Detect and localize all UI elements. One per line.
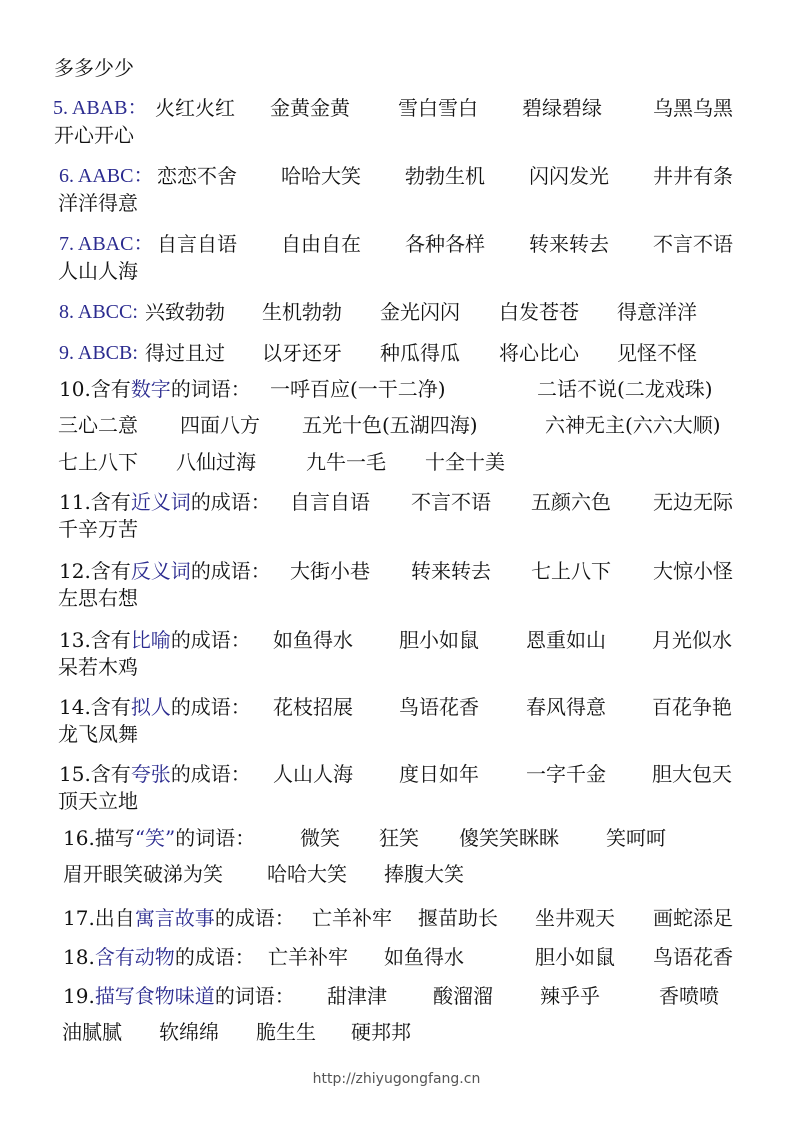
term: 春风得意	[526, 695, 606, 719]
term: 哈哈大笑	[281, 164, 361, 188]
term: 得过且过	[145, 341, 225, 365]
term: 鸟语花香	[653, 945, 733, 969]
term: 井井有条	[653, 164, 733, 188]
term: 呆若木鸡	[58, 655, 138, 679]
term: 硬邦邦	[351, 1020, 411, 1044]
highlight-term: 反义词	[130, 559, 191, 583]
section-label: 5. ABAB：	[53, 97, 148, 119]
term: 一呼百应(一干二净)	[270, 377, 446, 401]
term: 脆生生	[256, 1020, 316, 1044]
term: 生机勃勃	[262, 300, 342, 324]
term: 一字千金	[526, 762, 606, 786]
term: 月光似水	[652, 628, 732, 652]
term: 恩重如山	[526, 628, 606, 652]
term: 大惊小怪	[653, 559, 733, 583]
term: 千辛万苦	[58, 517, 138, 541]
term: 自由自在	[281, 232, 361, 256]
term: 十全十美	[425, 450, 505, 474]
highlight-term: 数字	[130, 377, 171, 401]
term: 转来转去	[529, 232, 609, 256]
term: 雪白雪白	[398, 96, 478, 120]
term: 坐井观天	[535, 906, 615, 930]
term: 油腻腻	[62, 1020, 122, 1044]
term: 笑呵呵	[606, 826, 666, 850]
term: 九牛一毛	[306, 450, 386, 474]
highlight-term: 近义词	[130, 490, 191, 514]
term: 人山人海	[273, 762, 353, 786]
term: 龙飞凤舞	[58, 722, 138, 746]
term: 鸟语花香	[399, 695, 479, 719]
section-label: 9. ABCB:	[59, 342, 138, 364]
term: 画蛇添足	[653, 906, 733, 930]
term: 碧绿碧绿	[522, 96, 602, 120]
section-heading: 10.含有数字的词语：	[59, 377, 251, 401]
term: 自言自语	[157, 232, 237, 256]
term: 狂笑	[379, 826, 419, 850]
term: 胆小如鼠	[399, 628, 479, 652]
term: 火红火红	[155, 96, 235, 120]
term: 捧腹大笑	[384, 862, 464, 886]
term: 七上八下	[58, 450, 138, 474]
section-heading: 15.含有夸张的成语：	[59, 762, 251, 786]
term: 四面八方	[180, 413, 260, 437]
term: 二话不说(二龙戏珠)	[537, 377, 713, 401]
highlight-term: 描写食物味道	[94, 984, 215, 1008]
highlight-term: 含有动物	[94, 945, 175, 969]
term: 顶天立地	[58, 789, 138, 813]
term: 辣乎乎	[540, 984, 600, 1008]
term: 酸溜溜	[433, 984, 493, 1008]
term: 六神无主(六六大顺)	[545, 413, 721, 437]
term: 恋恋不舍	[157, 164, 237, 188]
term: 开心开心	[54, 123, 134, 147]
section-heading: 17.出自寓言故事的成语：	[63, 906, 295, 930]
term: 不言不语	[411, 490, 491, 514]
term: 花枝招展	[273, 695, 353, 719]
term: 无边无际	[653, 490, 733, 514]
term: 眉开眼笑破涕为笑	[63, 862, 223, 886]
term: 白发苍苍	[499, 300, 579, 324]
term: 如鱼得水	[273, 628, 353, 652]
term: 左思右想	[58, 586, 138, 610]
term: 转来转去	[411, 559, 491, 583]
term: 将心比心	[499, 341, 579, 365]
footer-url: http://zhiyugongfang.cn	[312, 1071, 481, 1087]
section-heading: 19.描写食物味道的词语：	[63, 984, 295, 1008]
term: 各种各样	[405, 232, 485, 256]
term: 兴致勃勃	[145, 300, 225, 324]
term: 见怪不怪	[617, 341, 697, 365]
term: 勃勃生机	[405, 164, 485, 188]
section-label: 6. AABC：	[59, 165, 154, 187]
highlight-term: “笑”	[134, 826, 176, 850]
term: 金光闪闪	[380, 300, 460, 324]
section-heading: 13.含有比喻的成语：	[59, 628, 251, 652]
section-label: 8. ABCC:	[59, 301, 138, 323]
section-heading: 12.含有反义词的成语：	[59, 559, 271, 583]
term: 自言自语	[290, 490, 370, 514]
highlight-term: 夸张	[130, 762, 171, 786]
term: 七上八下	[531, 559, 611, 583]
section-heading: 11.含有近义词的成语：	[59, 490, 271, 514]
highlight-term: 比喻	[130, 628, 171, 652]
section-heading: 16.描写“笑”的词语：	[63, 826, 256, 850]
highlight-term: 寓言故事	[134, 906, 215, 930]
top-text: 多多少少	[54, 56, 134, 80]
term: 三心二意	[58, 413, 138, 437]
term: 五光十色(五湖四海)	[302, 413, 478, 437]
section-heading: 14.含有拟人的成语：	[59, 695, 251, 719]
term: 胆大包天	[652, 762, 732, 786]
term: 香喷喷	[659, 984, 719, 1008]
term: 人山人海	[58, 259, 138, 283]
term: 乌黑乌黑	[653, 96, 733, 120]
term: 种瓜得瓜	[380, 341, 460, 365]
term: 不言不语	[653, 232, 733, 256]
section-heading: 18.含有动物的成语：	[63, 945, 255, 969]
term: 亡羊补牢	[268, 945, 348, 969]
section-label: 7. ABAC：	[59, 233, 154, 255]
term: 胆小如鼠	[535, 945, 615, 969]
term: 微笑	[300, 826, 340, 850]
term: 软绵绵	[159, 1020, 219, 1044]
highlight-term: 拟人	[130, 695, 171, 719]
term: 大街小巷	[290, 559, 370, 583]
term: 度日如年	[399, 762, 479, 786]
term: 得意洋洋	[617, 300, 697, 324]
term: 洋洋得意	[58, 191, 138, 215]
term: 八仙过海	[176, 450, 256, 474]
term: 闪闪发光	[529, 164, 609, 188]
term: 亡羊补牢	[312, 906, 392, 930]
term: 如鱼得水	[384, 945, 464, 969]
term: 百花争艳	[652, 695, 732, 719]
term: 哈哈大笑	[267, 862, 347, 886]
term: 甜津津	[327, 984, 387, 1008]
term: 揠苗助长	[418, 906, 498, 930]
term: 以牙还牙	[262, 341, 342, 365]
term: 傻笑笑眯眯	[459, 826, 559, 850]
term: 五颜六色	[531, 490, 611, 514]
term: 金黄金黄	[270, 96, 350, 120]
